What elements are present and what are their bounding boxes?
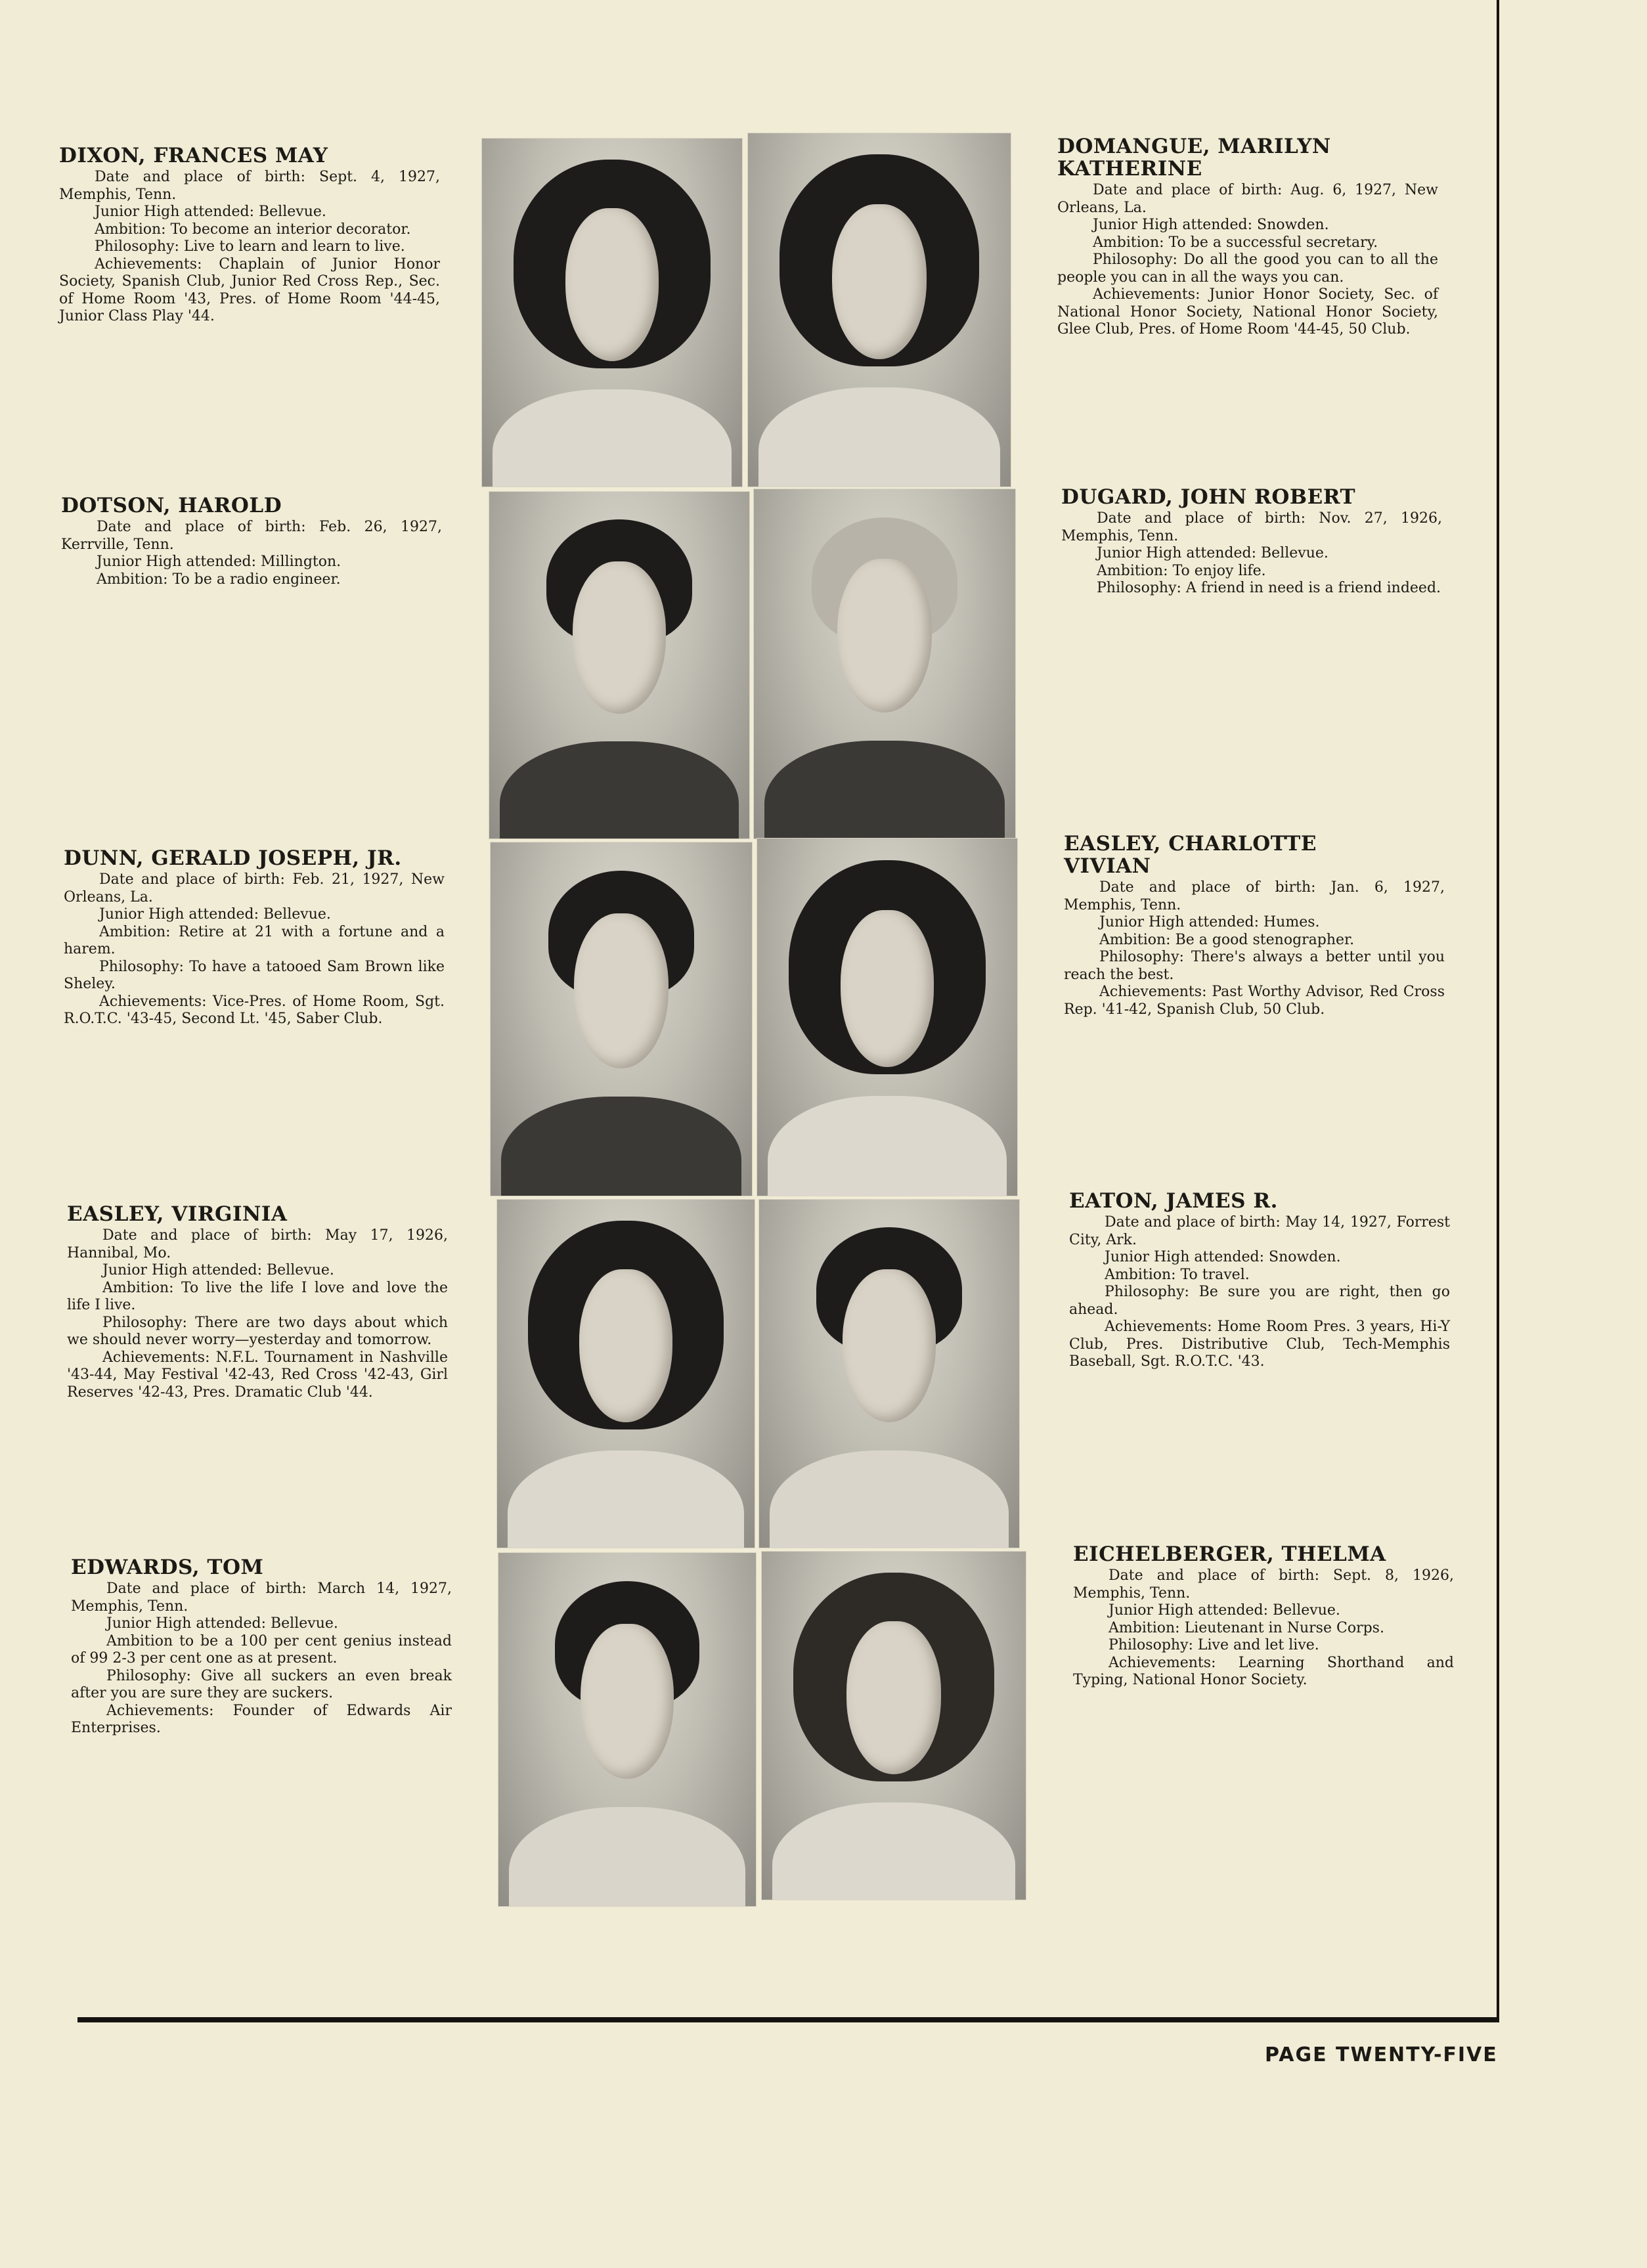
student-name: EATON, JAMES R. <box>1069 1189 1278 1213</box>
portrait-photo-edwards <box>498 1552 757 1907</box>
portrait-photo-eichelberger <box>761 1551 1026 1900</box>
page-border-bottom <box>77 2017 1499 2022</box>
ambition: Ambition: To live the life I love and love the life I live. <box>67 1279 448 1313</box>
junior-high: Junior High attended: Snowden. <box>1093 217 1329 233</box>
student-name: EASLEY, CHARLOTTE VIVIAN <box>1064 832 1317 878</box>
student-entry <box>1069 1190 1450 1371</box>
philosophy: Philosophy: Be sure you are right, then go ahead. <box>1069 1284 1450 1318</box>
philosophy: Philosophy: There are two days about which we should never worry—yesterday and tomorrow. <box>67 1314 448 1348</box>
birth-info: Date and place of birth: Nov. 27, 1926, Memphis, Tenn. <box>1061 510 1442 544</box>
achievements: Achievements: Chaplain of Junior Honor Society, Spanish Club, Junior Red Cross Rep., Sec. of Home Room '43, Pres. of Home Room '44-45, Junior Class Play '44. <box>59 255 440 324</box>
student-entry <box>1064 833 1445 1018</box>
achievements: Achievements: Junior Honor Society, Sec. of National Honor Society, National Honor Society, Glee Club, Pres. of Home Room '44-45, 50 Club. <box>1057 286 1438 338</box>
achievements: Achievements: Past Worthy Advisor, Red Cross Rep. '41-42, Spanish Club, 50 Club. <box>1064 984 1445 1018</box>
page-number: PAGE TWENTY-FIVE <box>1265 2043 1498 2066</box>
philosophy: Philosophy: Do all the good you can to all the people you can in all the ways you can. <box>1057 251 1438 286</box>
achievements: Achievements: Founder of Edwards Air Enterprises. <box>71 1702 452 1736</box>
ambition: Ambition: To be a radio engineer. <box>97 571 341 588</box>
junior-high: Junior High attended: Bellevue. <box>102 1262 334 1278</box>
achievements: Achievements: Home Room Pres. 3 years, Hi-Y Club, Pres. Distributive Club, Tech-Memphis Baseball, Sgt. R.O.T.C. '43. <box>1069 1319 1450 1370</box>
student-entry <box>71 1556 452 1737</box>
ambition: Ambition to be a 100 per cent genius instead of 99 2-3 per cent one as at present. <box>71 1632 452 1667</box>
student-entry <box>59 144 440 326</box>
ambition: Ambition: To become an interior decorator. <box>95 221 411 238</box>
student-name: DIXON, FRANCES MAY <box>59 144 328 167</box>
achievements: Achievements: Vice-Pres. of Home Room, Sgt. R.O.T.C. '43-45, Second Lt. '45, Saber Club. <box>64 993 445 1027</box>
birth-info: Date and place of birth: Jan. 6, 1927, Memphis, Tenn. <box>1064 879 1445 913</box>
junior-high: Junior High attended: Bellevue. <box>99 906 331 923</box>
junior-high: Junior High attended: Bellevue. <box>1097 545 1329 561</box>
student-name: DUNN, GERALD JOSEPH, JR. <box>64 846 402 870</box>
junior-high: Junior High attended: Bellevue. <box>95 204 326 220</box>
student-name: EASLEY, VIRGINIA <box>67 1202 288 1226</box>
birth-info: Date and place of birth: Sept. 4, 1927, Memphis, Tenn. <box>59 169 440 203</box>
birth-info: Date and place of birth: Sept. 8, 1926, Memphis, Tenn. <box>1073 1567 1454 1602</box>
ambition: Ambition: Be a good stenographer. <box>1099 931 1355 948</box>
junior-high: Junior High attended: Bellevue. <box>1109 1602 1340 1619</box>
philosophy: Philosophy: Give all suckers an even break after you are sure they are suckers. <box>71 1667 452 1701</box>
philosophy: Philosophy: There's always a better until you reach the best. <box>1064 949 1445 983</box>
student-entry <box>67 1203 448 1401</box>
ambition: Ambition: To enjoy life. <box>1097 562 1266 579</box>
student-name: EDWARDS, TOM <box>71 1556 264 1579</box>
portrait-photo-easley-virginia <box>496 1199 755 1548</box>
birth-info: Date and place of birth: May 14, 1927, Forrest City, Ark. <box>1069 1214 1450 1248</box>
portrait-photo-dixon <box>481 138 743 487</box>
student-entry <box>64 847 445 1028</box>
achievements: Achievements: N.F.L. Tournament in Nashville '43-44, May Festival '42-43, Red Cross '42-43, Girl Reserves '42-43, Pres. Dramatic Club '44. <box>67 1349 448 1401</box>
birth-info: Date and place of birth: Aug. 6, 1927, New Orleans, La. <box>1057 182 1438 216</box>
portrait-photo-dunn <box>490 842 753 1196</box>
portrait-photo-easley-charlotte <box>757 838 1018 1196</box>
philosophy: Philosophy: A friend in need is a friend indeed. <box>1097 580 1441 596</box>
student-name: DOMANGUE, MARILYN KATHERINE <box>1057 135 1331 181</box>
birth-info: Date and place of birth: May 17, 1926, Hannibal, Mo. <box>67 1227 448 1261</box>
junior-high: Junior High attended: Millington. <box>97 554 341 570</box>
junior-high: Junior High attended: Snowden. <box>1105 1249 1341 1265</box>
junior-high: Junior High attended: Humes. <box>1099 914 1320 930</box>
portrait-photo-dotson <box>489 491 750 839</box>
birth-info: Date and place of birth: March 14, 1927, Memphis, Tenn. <box>71 1581 452 1615</box>
portrait-photo-eaton <box>758 1199 1020 1548</box>
student-entry <box>1057 135 1438 339</box>
ambition: Ambition: To travel. <box>1105 1266 1250 1283</box>
birth-info: Date and place of birth: Feb. 26, 1927, Kerrville, Tenn. <box>61 519 442 553</box>
ambition: Ambition: Retire at 21 with a fortune and a harem. <box>64 923 445 957</box>
philosophy: Philosophy: Live to learn and learn to live. <box>95 238 405 255</box>
ambition: Ambition: To be a successful secretary. <box>1093 234 1378 251</box>
achievements: Achievements: Learning Shorthand and Typing, National Honor Society. <box>1073 1654 1454 1688</box>
student-entry <box>61 494 442 588</box>
ambition: Ambition: Lieutenant in Nurse Corps. <box>1109 1619 1384 1636</box>
student-entry <box>1073 1543 1454 1690</box>
student-entry <box>1061 486 1442 598</box>
philosophy: Philosophy: To have a tatooed Sam Brown like Sheley. <box>64 958 445 992</box>
student-name: EICHELBERGER, THELMA <box>1073 1542 1386 1566</box>
page-border-right <box>1497 0 1499 2021</box>
junior-high: Junior High attended: Bellevue. <box>106 1615 338 1632</box>
student-name: DOTSON, HAROLD <box>61 494 282 517</box>
philosophy: Philosophy: Live and let live. <box>1109 1637 1319 1653</box>
portrait-photo-domangue <box>747 133 1011 487</box>
student-name: DUGARD, JOHN ROBERT <box>1061 485 1356 509</box>
portrait-photo-dugard <box>753 489 1016 839</box>
birth-info: Date and place of birth: Feb. 21, 1927, New Orleans, La. <box>64 871 445 905</box>
